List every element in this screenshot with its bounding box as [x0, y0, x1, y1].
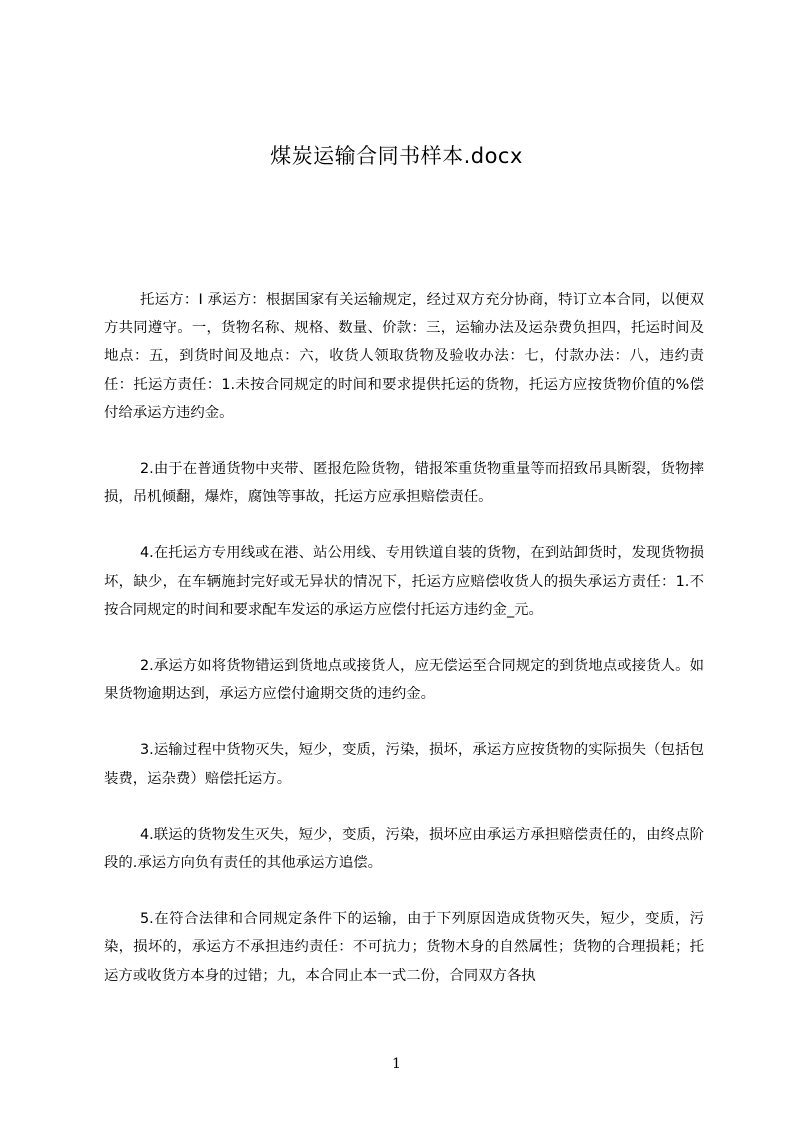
- page-number: 1: [392, 1056, 401, 1072]
- paragraph: 2.承运方如将货物错运到货地点或接货人，应无偿运至合同规定的到货地点或接货人。如果货物逾期达到，承运方应偿付逾期交货的违约金。: [104, 658, 704, 703]
- paragraph: 4.联运的货物发生灭失，短少，变质，污染，损坏应由承运方承担赔偿责任的，由终点阶段的.承运方向负有责任的其他承运方追偿。: [104, 826, 704, 872]
- document-body: [104, 286, 704, 1018]
- document-title: 煤炭运输合同书样本.docx: [270, 144, 523, 168]
- paragraph: 5.在符合法律和合同规定条件下的运输，由于下列原因造成货物灭失，短少，变质，污染，损坏的，承运方不承担违约责任：不可抗力；货物木身的自然属性；货物的合理损耗；托运方或收货方本身的过错；九，本合同止本一式二份，合同双方各执: [104, 911, 704, 984]
- paragraph: 托运方：I 承运方：根据国家有关运输规定，经过双方充分协商，特订立本合同，以便双方共同遵守。一，货物名称、规格、数量、价款：三，运输办法及运杂费负担四，托运时间及地点：五，到货时间及地点：六，收货人领取货物及验收办法：七，付款办法：八，违约责任：托运方责任：1.未按合同规定的时间和要求提供托运的货物，托运方应按货物价值的%偿付给承运方违约金。: [104, 292, 704, 421]
- paragraph: 3.运输过程中货物灭失，短少，变质，污染，损坏，承运方应按货物的实际损失（包括包装费，运杂费）赔偿托运方。: [104, 742, 704, 787]
- paragraph: 4.在托运方专用线或在港、站公用线、专用铁道自装的货物，在到站卸货时，发现货物损坏，缺少，在车辆施封完好或无异状的情况下，托运方应赔偿收货人的损失承运方责任：1.不按合同规定的时间和要求配车发运的承运方应偿付托运方违约金_元。: [104, 545, 704, 618]
- paragraph: 2.由于在普通货物中夹带、匿报危险货物，错报笨重货物重量等而招致吊具断裂，货物摔损，吊机倾翻，爆炸，腐蚀等事故，托运方应承担赔偿责任。: [104, 461, 704, 506]
